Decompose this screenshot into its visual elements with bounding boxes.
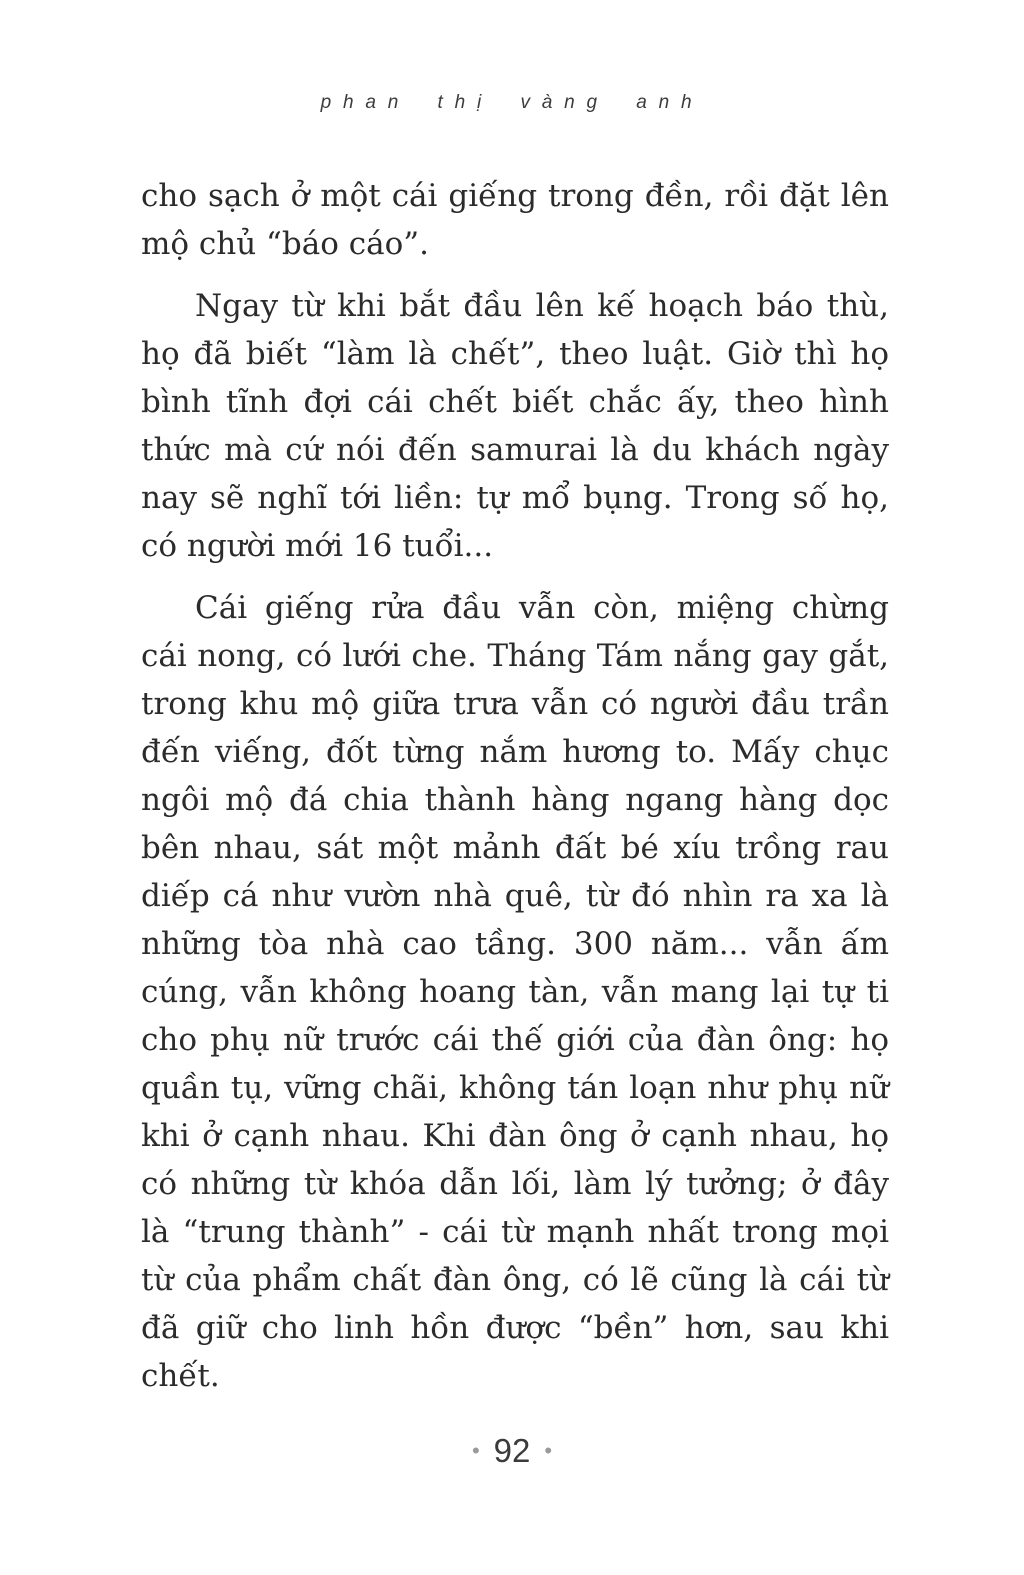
paragraph: Cái giếng rửa đầu vẫn còn, miệng chừng cái nong, có lưới che. Tháng Tám nắng gay gắt, trong khu mộ giữa trưa vẫn có người đầu trần đến viếng, đốt từng nắm hương to. Mấy chục ngôi mộ đá chia thành hàng ngang hàng dọc bên nhau, sát một mảnh đất bé xíu trồng rau diếp cá như vườn nhà quê, từ đó nhìn ra xa là những tòa nhà cao tầng. 300 năm... vẫn ấm cúng, vẫn không hoang tàn, vẫn mang lại tự ti cho phụ nữ trước cái thế giới của đàn ông: họ quần tụ, vững chãi, không tán loạn như phụ nữ khi ở cạnh nhau. Khi đàn ông ở cạnh nhau, họ có những từ khóa dẫn lối, làm lý tưởng; ở đây là “trung thành” - cái từ mạnh nhất trong mọi từ của phẩm chất đàn ông, có lẽ cũng là cái từ đã giữ cho linh hồn được “bền” hơn, sau khi chết. xyxy=(141,590,889,1394)
page-number: 92 xyxy=(493,1432,531,1469)
page-number-dot-right: • xyxy=(544,1438,553,1463)
author-header: phan thị vàng anh xyxy=(320,92,704,113)
page-number-block xyxy=(0,1432,1024,1470)
body-text xyxy=(141,172,889,1414)
paragraph: Ngay từ khi bắt đầu lên kế hoạch báo thù, họ đã biết “làm là chết”, theo luật. Giờ thì họ bình tĩnh đợi cái chết biết chắc ấy, theo hình thức mà cứ nói đến samurai là du khách ngày nay sẽ nghĩ tới liền: tự mổ bụng. Trong số họ, có người mới 16 tuổi... xyxy=(141,288,889,564)
page-number-dot-left: • xyxy=(471,1438,480,1463)
paragraph: cho sạch ở một cái giếng trong đền, rồi đặt lên mộ chủ “báo cáo”. xyxy=(141,178,889,262)
